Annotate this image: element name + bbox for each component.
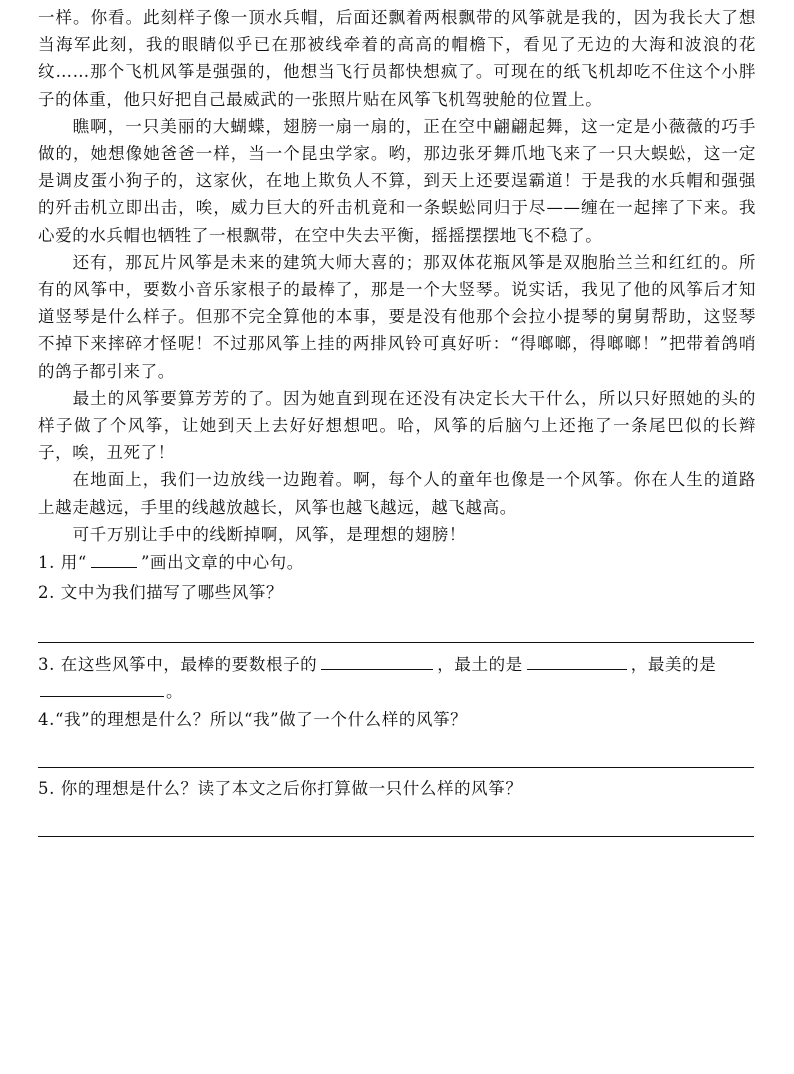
question-3-text-a: 3. 在这些风筝中，最棒的要数根子的	[38, 655, 318, 675]
question-1-underline-sample	[91, 566, 137, 568]
question-3-text-b: ，最土的是	[437, 655, 523, 675]
question-2: 2. 文中为我们描写了哪些风筝？	[38, 583, 284, 603]
question-1	[38, 550, 756, 576]
question-3-blank-prettiest[interactable]	[40, 695, 164, 697]
question-5-answer-space	[38, 802, 756, 836]
question-3-text-d: 。	[166, 682, 184, 702]
question-1-suffix: ”画出文章的中心句。	[140, 553, 304, 573]
question-3	[38, 651, 756, 705]
question-3-text-c: ，最美的是	[630, 655, 717, 675]
question-5-answer-line[interactable]	[38, 836, 754, 837]
question-3-blank-best[interactable]	[321, 668, 433, 670]
question-5: 5. 你的理想是什么？读了本文之后你打算做一只什么样的风筝？	[38, 779, 523, 799]
question-3-blank-plainest[interactable]	[527, 668, 627, 670]
passage-paragraph: 一样。你看。此刻样子像一顶水兵帽，后面还飘着两根飘带的风筝就是我的，因为我长大了想当海军此刻，我的眼睛似乎已在那被线牵着的高高的帽檐下，看见了无边的大海和波浪的花纹……那个飞机风筝是强强的，他想当飞行员都快想疯了。可现在的纸飞机却吃不住这个小胖子的体重，他只好把自己最威武的一张照片贴在风筝飞机驾驶舱的位置上。	[38, 8, 756, 109]
question-1-prefix: 1. 用“	[38, 553, 87, 573]
question-4-answer-line[interactable]	[38, 767, 754, 768]
question-2-answer-space	[38, 606, 756, 642]
passage-closing-line: 可千万别让手中的线断掉啊，风筝，是理想的翅膀！	[72, 524, 466, 544]
question-2-answer-line[interactable]	[38, 642, 754, 643]
question-4-answer-space	[38, 733, 756, 767]
passage-paragraph: 最土的风筝要算芳芳的了。因为她直到现在还没有决定长大干什么，所以只好照她的头的样子做了个风筝，让她到天上去好好想想吧。哈，风筝的后脑勺上还拖了一条尾巴似的长辫子，唉，丑死了！	[38, 388, 756, 463]
passage-paragraph: 瞧啊，一只美丽的大蝴蝶，翅膀一扇一扇的，正在空中翩翩起舞，这一定是小薇薇的巧手做的，她想像她爸爸一样，当一个昆虫学家。哟，那边张牙舞爪地飞来了一只大蜈蚣，这一定是调皮蛋小狗子的，这家伙，在地上欺负人不算，到天上还要逞霸道！于是我的水兵帽和强强的歼击机立即出击，唉，威力巨大的歼击机竟和一条蜈蚣同归于尽——缠在一起摔了下来。我心爱的水兵帽也牺牲了一根飘带，在空中失去平衡，摇摇摆摆地飞不稳了。	[38, 116, 756, 245]
passage-paragraph: 在地面上，我们一边放线一边跑着。啊，每个人的童年也像是一个风筝。你在人生的道路上越走越远，手里的线越放越长，风筝也越飞越远，越飞越高。	[38, 470, 756, 517]
passage-paragraph: 还有，那瓦片风筝是未来的建筑大师大喜的；那双体花瓶风筝是双胞胎兰兰和红红的。所有的风筝中，要数小音乐家根子的最棒了，那是一个大竖琴。说实话，我见了他的风筝后才知道竖琴是什么样子。但那不完全算他的本事，要是没有他那个会拉小提琴的舅舅帮助，这竖琴不掉下来摔碎才怪呢！不过那风筝上挂的两排风铃可真好听：“得啷啷，得啷啷！”把带着鸽哨的鸽子都引来了。	[38, 252, 756, 381]
question-4: 4.“我”的理想是什么？所以“我”做了一个什么样的风筝？	[38, 710, 468, 730]
